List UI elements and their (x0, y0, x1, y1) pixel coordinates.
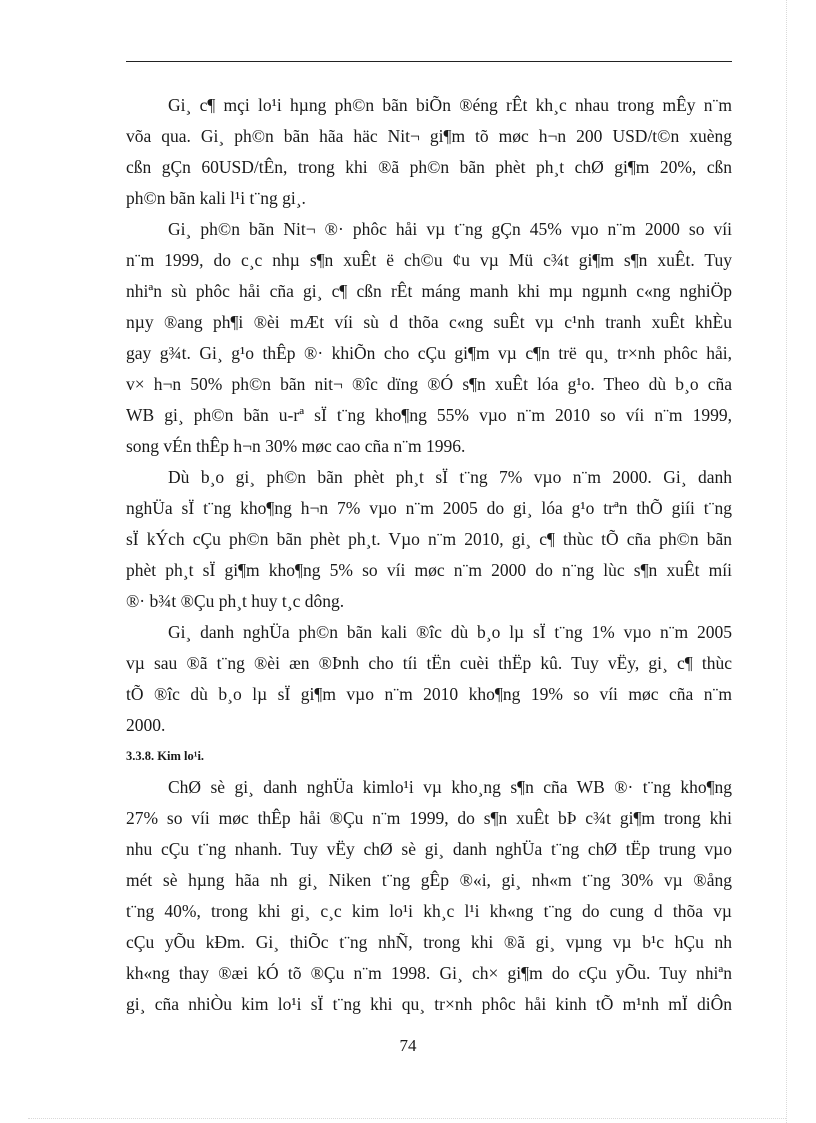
text-line: song vÉn thÊp h¬n 30% møc cao cña n¨m 1996. (126, 436, 466, 456)
text-line: cßn gÇn 60USD/tÊn, trong khi ®ã ph©n bãn phèt ph¸t chØ gi¶m 20%, cßn (126, 157, 732, 177)
header-rule (126, 61, 732, 62)
text-line: WB gi¸ ph©n bãn u-rª sÏ t¨ng kho¶ng 55% vµo n¨m 2010 so víi n¨m 1999, (126, 405, 732, 425)
paragraphs-part-1 (126, 90, 732, 741)
text-line: vµ sau ®ã t¨ng ®èi æn ®Þnh cho tíi tËn cuèi thËp kû. Tuy vËy, gi¸ c¶ thùc (126, 653, 732, 673)
text-line: ph©n bãn kali l¹i t¨ng gi¸. (126, 188, 306, 208)
text-line: Gi¸ c¶ mçi lo¹i hµng ph©n bãn biÕn ®éng rÊt kh¸c nhau trong mÊy n¨m (168, 95, 732, 115)
text-line: Dù b¸o gi¸ ph©n bãn phèt ph¸t sÏ t¨ng 7% vµo n¨m 2000. Gi¸ danh (168, 467, 732, 487)
text-line: kh«ng thay ®æi kÓ tõ ®Çu n¨m 1998. Gi¸ ch× gi¶m do cÇu yÕu. Tuy nhiªn (126, 963, 732, 983)
text-line: nµy ®ang ph¶i ®èi mÆt víi sù d thõa c«ng suÊt vµ c¹nh tranh xuÊt khÈu (126, 312, 732, 332)
text-line: gay g¾t. Gi¸ g¹o thÊp ®· khiÕn cho cÇu gi¶m vµ c¶n trë qu¸ tr×nh phôc håi, (126, 343, 732, 363)
section-heading: 3.3.8. Kim lo¹i. (126, 749, 205, 763)
text-line: phèt ph¸t sÏ gi¶m kho¶ng 5% so víi møc n¨m 2000 do n¨ng lùc s¶n xuÊt míi (126, 560, 732, 580)
text-line: nghÜa sÏ t¨ng kho¶ng h¬n 7% vµo n¨m 2005 do gi¸ lóa g¹o trªn thÕ giíi t¨ng (126, 498, 732, 518)
text-line: ChØ sè gi¸ danh nghÜa kimlo¹i vµ kho¸ng s¶n cña WB ®· t¨ng kho¶ng (168, 777, 732, 797)
page-number: 74 (399, 1036, 417, 1055)
body-text (126, 90, 732, 1020)
right-margin-guide (786, 0, 787, 1123)
text-line: võa qua. Gi¸ ph©n bãn hãa häc Nit¬ gi¶m tõ møc h¬n 200 USD/t©n xuèng (126, 126, 732, 146)
text-line: n¨m 1999, do c¸c nhµ s¶n xuÊt ë ch©u ¢u vµ Mü c¾t gi¶m s¶n xuÊt. Tuy (126, 250, 732, 270)
text-line: sÏ kÝch cÇu ph©n bãn phèt ph¸t. Vµo n¨m 2010, gi¸ c¶ thùc tÕ cña ph©n bãn (126, 529, 732, 549)
text-line: Gi¸ ph©n bãn Nit¬ ®· phôc håi vµ t¨ng gÇn 45% vµo n¨m 2000 so víi (168, 219, 732, 239)
paragraphs-part-2 (126, 772, 732, 1020)
text-line: gi¸ cña nhiÒu kim lo¹i sÏ t¨ng khi qu¸ tr×nh phôc håi kinh tÕ m¹nh mÏ diÔn (126, 994, 732, 1014)
bottom-margin-guide (28, 1118, 786, 1119)
text-line: v× h¬n 50% ph©n bãn nit¬ ®îc dïng ®Ó s¶n xuÊt lóa g¹o. Theo dù b¸o cña (126, 374, 732, 394)
text-line: tÕ ®îc dù b¸o lµ sÏ gi¶m vµo n¨m 2010 kho¶ng 19% so víi møc cña n¨m (126, 684, 732, 704)
text-line: cÇu yÕu kÐm. Gi¸ thiÕc t¨ng nhÑ, trong khi ®ã gi¸ vµng vµ b¹c hÇu nh (126, 932, 732, 952)
text-line: 27% so víi møc thÊp håi ®Çu n¨m 1999, do s¶n xuÊt bÞ c¾t gi¶m trong khi (126, 808, 732, 828)
text-line: Gi¸ danh nghÜa ph©n bãn kali ®îc dù b¸o lµ sÏ t¨ng 1% vµo n¨m 2005 (168, 622, 732, 642)
text-line: mét sè hµng hãa nh gi¸ Niken t¨ng gÊp ®«i, gi¸ nh«m t¨ng 30% vµ ®ång (126, 870, 732, 890)
text-line: nhiªn sù phôc håi cña gi¸ c¶ cßn rÊt máng manh khi mµ ngµnh c«ng nghiÖp (126, 281, 732, 301)
text-line: nhu cÇu t¨ng nhanh. Tuy vËy chØ sè gi¸ danh nghÜa t¨ng chØ tËp trung vµo (126, 839, 732, 859)
text-line: 2000. (126, 715, 166, 735)
text-line: t¨ng 40%, trong khi gi¸ c¸c kim lo¹i kh¸c l¹i kh«ng t¨ng do cung d thõa vµ (126, 901, 732, 921)
text-line: ®· b¾t ®Çu ph¸t huy t¸c dông. (126, 591, 345, 611)
